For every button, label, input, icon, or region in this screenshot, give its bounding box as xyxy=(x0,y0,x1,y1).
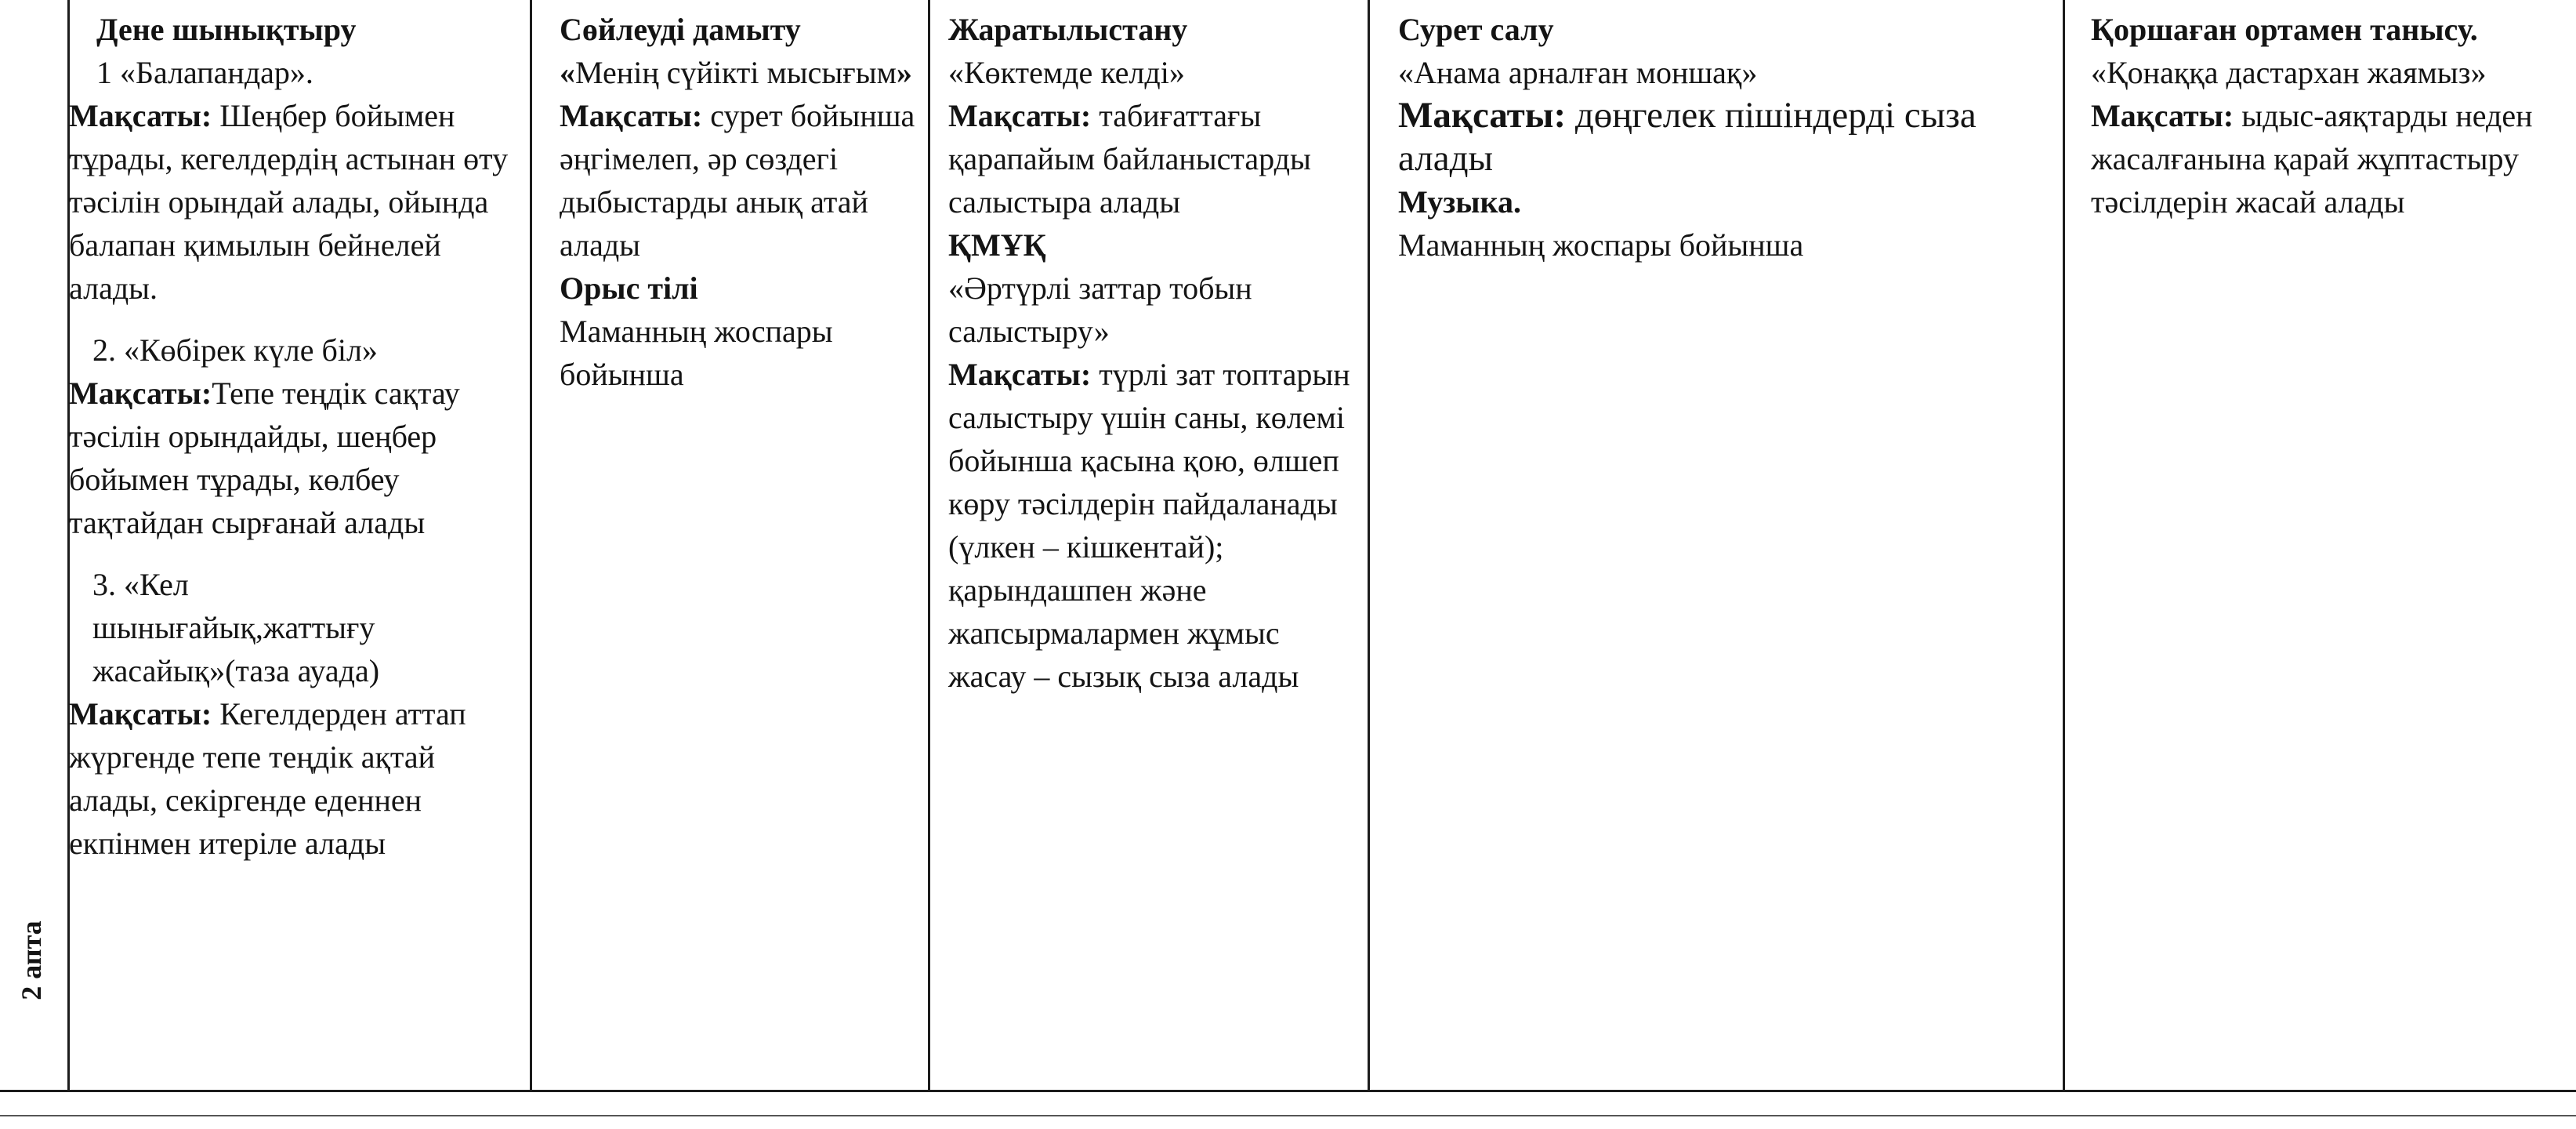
activity-goal xyxy=(69,692,528,865)
activity-title: жасайық»(таза ауада) xyxy=(92,653,380,688)
cell-environment xyxy=(2091,8,2576,223)
sub-heading: Музыка. xyxy=(1398,184,1521,220)
cell-natural-science xyxy=(948,8,1360,698)
activity-goal xyxy=(948,94,1360,223)
activity-title: шынығайық,жаттығу xyxy=(92,610,375,645)
sub-heading: Орыс тілі xyxy=(560,270,698,306)
column-divider-4 xyxy=(2063,0,2065,1092)
sub-goal xyxy=(948,353,1360,698)
cell-physical-education xyxy=(69,8,528,865)
activity-title: 2. «Көбірек күле біл» xyxy=(92,332,378,368)
goal-text: Тепе теңдік сақтау тәсілін орындайды, шеңбер бойымен тұрады, көлбеу тақтайдан сырғанай алады xyxy=(69,376,460,540)
goal-label: Мақсаты: xyxy=(948,98,1092,133)
activity-goal xyxy=(69,94,528,310)
goal-text: ыдыс-аяқтарды неден жасалғанына қарай жұптастыру тәсілдерін жасай алады xyxy=(2091,98,2533,220)
goal-text: түрлі зат топтарын салыстыру үшін саны, көлемі бойынша қасына қою, өлшеп көру тәсілдерін пайдаланады (үлкен – кішкентай); қарындашпен және жапсырмалармен жұмыс жасау – сызық сыза алады xyxy=(948,357,1350,694)
sub-text: Маманның жоспары бойынша xyxy=(560,314,833,392)
cell-drawing xyxy=(1398,8,2041,267)
goal-label: Мақсаты: xyxy=(69,376,212,411)
cell-heading: Жаратылыстану xyxy=(948,12,1188,47)
activity-title: 1 «Балапандар». xyxy=(96,55,313,90)
activity-title: «Көктемде келді» xyxy=(948,55,1185,90)
week-label: 2 апта xyxy=(16,920,47,1000)
goal-label: Мақсаты: xyxy=(69,696,212,731)
activity-title: «Менің сүйікті мысығым» xyxy=(560,55,912,90)
activity-title: «Қонаққа дастархан жаямыз» xyxy=(2091,55,2487,90)
goal-label: Мақсаты: xyxy=(69,98,212,133)
activity-title: 3. «Кел xyxy=(92,567,189,602)
sub-text: Маманның жоспары бойынша xyxy=(1398,227,1804,263)
activity-goal xyxy=(560,94,923,267)
activity-title: «Анама арналған моншақ» xyxy=(1398,55,1758,90)
goal-label: Мақсаты: xyxy=(560,98,703,133)
goal-text: Шеңбер бойымен тұрады, кегелдердің астынан өту тәсілін орындай алады, ойында балапан қимылын бейнелей алады. xyxy=(69,98,509,306)
cell-speech-development xyxy=(560,8,923,396)
cell-heading: Сурет салу xyxy=(1398,12,1554,47)
sub-title: «Әртүрлі заттар тобын салыстыру» xyxy=(948,270,1252,349)
sub-heading: ҚМҰҚ xyxy=(948,227,1046,263)
column-divider-2 xyxy=(928,0,930,1092)
column-divider-3 xyxy=(1368,0,1370,1092)
activity-goal xyxy=(1398,94,2041,180)
column-divider-1 xyxy=(530,0,532,1092)
goal-label: Мақсаты: xyxy=(948,357,1092,392)
activity-goal xyxy=(2091,94,2576,223)
activity-goal xyxy=(69,372,528,544)
table-border-bottom xyxy=(0,1090,2576,1092)
goal-label: Мақсаты: xyxy=(2091,98,2234,133)
goal-text: табиғаттағы қарапайым байланыстарды салыстыра алады xyxy=(948,98,1311,220)
cell-heading: Қоршаған ортамен танысу. xyxy=(2091,12,2478,47)
cell-heading: Сөйлеуді дамыту xyxy=(560,12,801,47)
cell-heading: Дене шынықтыру xyxy=(96,12,357,47)
goal-label: Мақсаты: xyxy=(1398,95,1567,136)
goal-text: дөңгелек пішіндерді сыза алады xyxy=(1398,95,1976,179)
goal-text: Кегелдерден аттап жүргенде тепе теңдік ақтай алады, секіргенде еденнен екпінмен итеріле алады xyxy=(69,696,466,861)
table-border-bottom-second xyxy=(0,1115,2576,1116)
goal-text: сурет бойынша әңгімелеп, әр сөздегі дыбыстарды анық атай алады xyxy=(560,98,915,263)
